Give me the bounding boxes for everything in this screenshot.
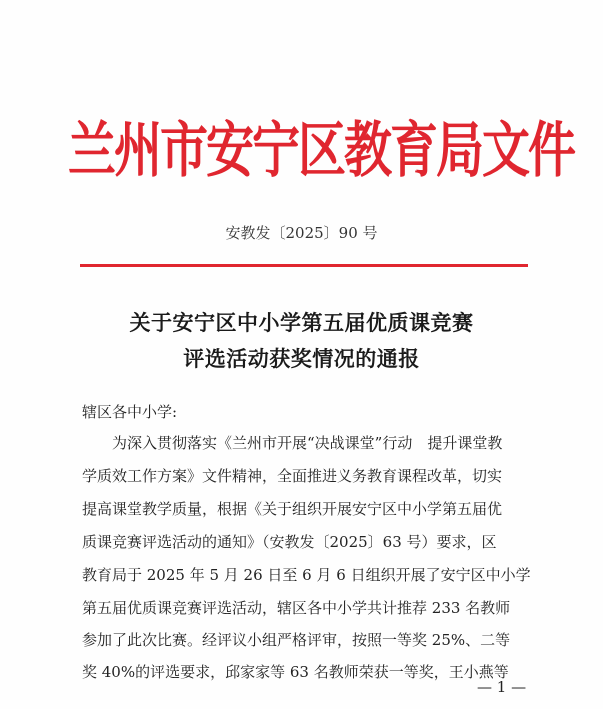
body-line-5: 教育局于 2025 年 5 月 26 日至 6 月 6 日组织开展了安宁区中小学 [82, 566, 531, 584]
document-number: 安教发〔2025〕90 号 [225, 224, 378, 242]
issuer-header: 兰州市安宁区教育局文件 [68, 115, 575, 186]
document-title-line-2: 评选活动获奖情况的通报 [183, 346, 420, 371]
body-line-3: 提高课堂教学质量，根据《关于组织开展安宁区中小学第五届优 [82, 500, 503, 518]
body-line-6: 第五届优质课竞赛评选活动，辖区各中小学共计推荐 233 名教师 [82, 599, 511, 617]
document-title-line-1: 关于安宁区中小学第五届优质课竞赛 [129, 310, 474, 335]
body-line-7: 参加了此次比赛。经评议小组严格评审，按照一等奖 25%、二等 [82, 631, 511, 649]
body-line-8: 奖 40%的评选要求，邱家家等 63 名教师荣获一等奖，王小燕等 [82, 663, 509, 681]
page-number: — 1 — [477, 678, 527, 696]
body-line-1: 为深入贯彻落实《兰州市开展“决战课堂”行动 提升课堂教 [112, 434, 503, 452]
red-divider [80, 264, 528, 267]
body-line-2: 学质效工作方案》文件精神，全面推进义务教育课程改革，切实 [82, 467, 503, 485]
body-line-4: 质课竞赛评选活动的通知》（安教发〔2025〕63 号）要求，区 [82, 533, 497, 551]
salutation: 辖区各中小学: [82, 403, 178, 421]
